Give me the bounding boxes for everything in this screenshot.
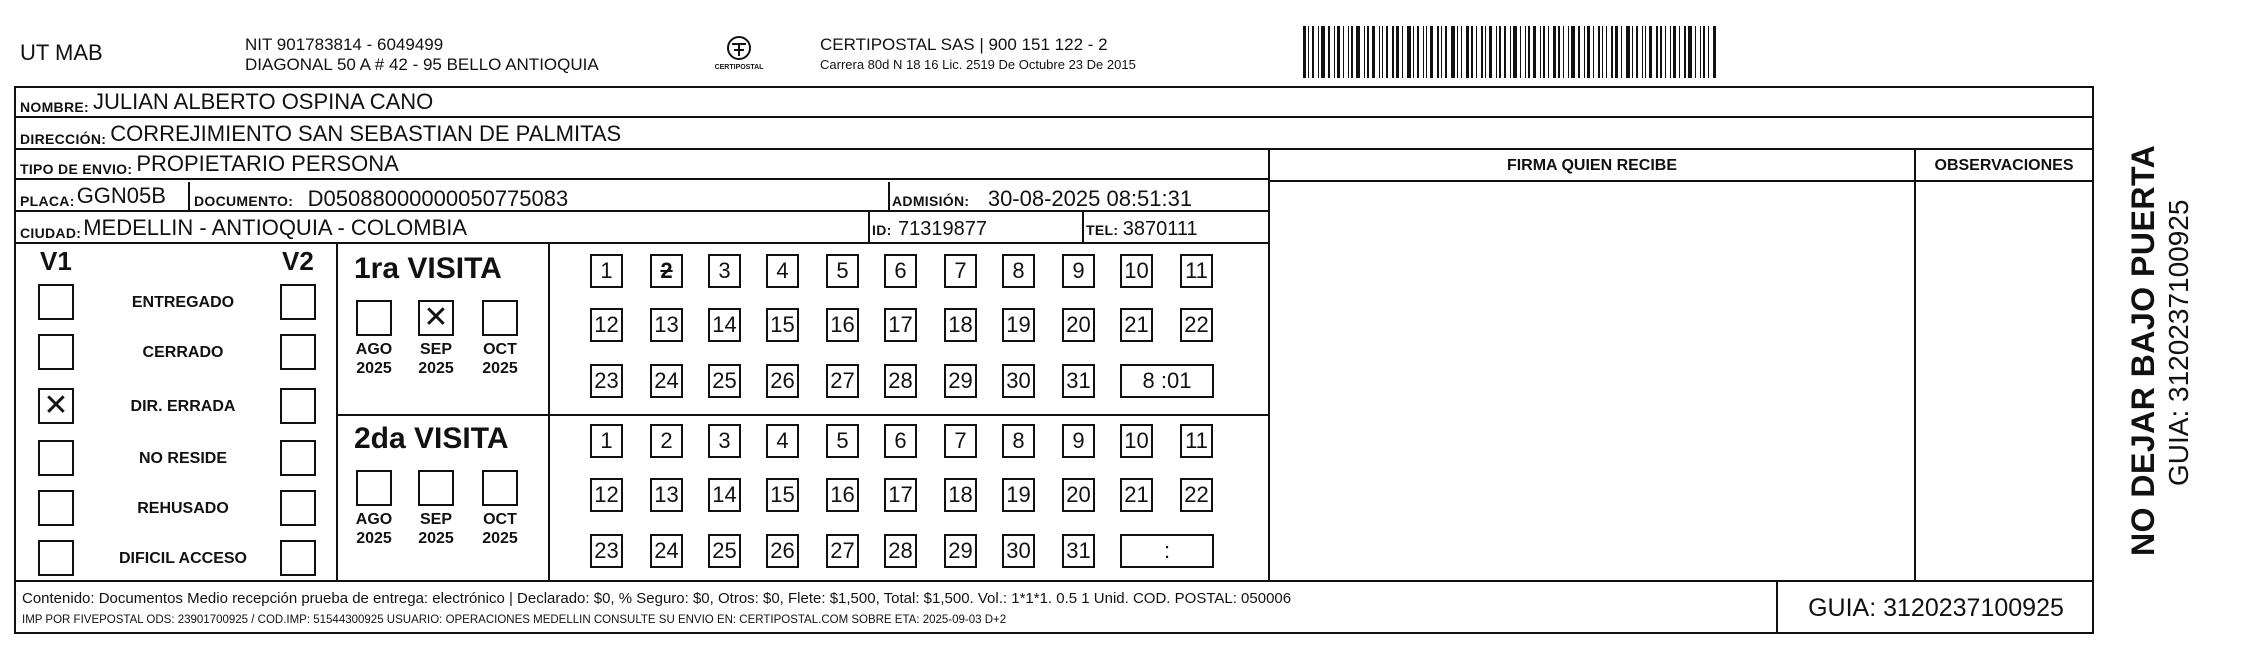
month-year: 2025: [356, 530, 392, 547]
nombre-row: [16, 88, 2092, 118]
barcode-bar: [1504, 26, 1506, 78]
barcode: [1303, 26, 1933, 78]
company-address: DIAGONAL 50 A # 42 - 95 BELLO ANTIOQUIA: [245, 55, 599, 74]
first-day-box[interactable]: 20: [1062, 308, 1095, 342]
v1-checkbox[interactable]: [38, 284, 74, 320]
barcode-bar: [1318, 26, 1319, 78]
divider: [188, 182, 190, 212]
second-visit-title: 2da VISITA: [354, 422, 509, 455]
status-label: CERRADO: [142, 344, 224, 361]
month-year: 2025: [482, 360, 518, 377]
barcode-bar: [1598, 26, 1600, 78]
first-day-box[interactable]: 3: [708, 254, 741, 288]
firma-header: FIRMA QUIEN RECIBE: [1506, 157, 1678, 174]
first-month-label: [348, 340, 400, 378]
first-month-checkbox[interactable]: [482, 300, 518, 336]
divider: [336, 244, 338, 582]
barcode-bar: [1578, 26, 1580, 78]
barcode-bar: [1321, 26, 1325, 78]
barcode-bar: [1348, 26, 1349, 78]
month-year: 2025: [482, 530, 518, 547]
barcode-bar: [1665, 26, 1666, 78]
admision-label: ADMISIÓN:: [892, 193, 970, 209]
status-label: NO RESIDE: [138, 450, 227, 467]
imp-text: IMP POR FIVEPOSTAL ODS: 23901700925 / COD.IMP: 51544300925 USUARIO: OPERACIONES MEDELLIN CONSULTE SU ENVIO EN: CERTIPOSTAL.COM SOBRE ETA: 2025-09-03 D+2: [22, 614, 1007, 626]
v1-checkbox[interactable]: [38, 334, 74, 370]
barcode-bar: [1528, 26, 1530, 78]
second-day-box[interactable]: 28: [884, 534, 917, 568]
month-year: 2025: [418, 360, 454, 377]
first-day-box[interactable]: 24: [650, 364, 683, 398]
month-name: SEP: [419, 511, 452, 528]
barcode-bar: [1606, 26, 1607, 78]
second-day-box[interactable]: 2: [650, 424, 683, 458]
carrier-logo: [712, 34, 766, 78]
second-day-box[interactable]: 27: [826, 534, 859, 568]
tipo-row: [16, 150, 1268, 180]
second-time-box[interactable]: :: [1120, 534, 1214, 568]
first-month-checkbox[interactable]: [356, 300, 392, 336]
barcode-bar: [1553, 26, 1556, 78]
barcode-bar: [1533, 26, 1536, 78]
barcode-bar: [1308, 26, 1309, 78]
barcode-bar: [1386, 26, 1388, 78]
admision-field: [892, 186, 1192, 212]
second-month-checkbox[interactable]: [418, 470, 454, 506]
side-warning: NO DEJAR BAJO PUERTA: [2125, 144, 2161, 556]
barcode-bar: [1451, 26, 1455, 78]
first-day-box[interactable]: 25: [708, 364, 741, 398]
second-month-label: [410, 510, 462, 548]
tipo-label: TIPO DE ENVIO:: [20, 161, 133, 177]
barcode-bar: [1642, 26, 1643, 78]
second-day-box[interactable]: 4: [766, 424, 799, 458]
footer-guia: GUIA: 3120237100925: [1808, 593, 2064, 622]
v2-checkbox[interactable]: [280, 284, 316, 320]
second-day-box[interactable]: 13: [650, 478, 683, 512]
documento-field: [194, 186, 568, 212]
month-name: AGO: [355, 511, 393, 528]
status-label: DIFICIL ACCESO: [118, 550, 247, 567]
first-day-box[interactable]: 28: [884, 364, 917, 398]
second-day-box[interactable]: 21: [1120, 478, 1153, 512]
barcode-bar: [1312, 26, 1314, 78]
barcode-bar: [1476, 26, 1477, 78]
second-month-label: [474, 510, 526, 548]
barcode-bar: [1481, 26, 1483, 78]
barcode-bar: [1334, 26, 1335, 78]
v1-header: V1: [40, 246, 72, 276]
barcode-bar: [1407, 26, 1411, 78]
barcode-bar: [1485, 26, 1486, 78]
nombre-label: NOMBRE:: [20, 99, 89, 115]
barcode-bar: [1413, 26, 1414, 78]
tel-label: TEL:: [1086, 222, 1119, 238]
month-name: OCT: [483, 341, 517, 358]
divider: [338, 414, 1268, 416]
barcode-bar: [1611, 26, 1613, 78]
divider: [888, 182, 890, 212]
barcode-bar: [1471, 26, 1473, 78]
barcode-bar: [1621, 26, 1622, 78]
barcode-bar: [1649, 26, 1652, 78]
second-day-box[interactable]: 26: [766, 534, 799, 568]
second-day-box[interactable]: 1: [590, 424, 623, 458]
first-day-box[interactable]: 26: [766, 364, 799, 398]
first-month-checkbox[interactable]: ✕: [418, 300, 454, 336]
first-day-box[interactable]: 11: [1180, 254, 1213, 288]
first-visit-title: 1ra VISITA: [354, 252, 502, 285]
company-name: UT MAB: [20, 40, 103, 65]
footer-guia-box: [1776, 582, 2094, 634]
second-day-box[interactable]: 10: [1120, 424, 1153, 458]
barcode-bar: [1673, 26, 1676, 78]
barcode-bar: [1423, 26, 1424, 78]
month-name: AGO: [355, 341, 393, 358]
second-day-box[interactable]: 25: [708, 534, 741, 568]
second-day-box[interactable]: 24: [650, 534, 683, 568]
documento-label: DOCUMENTO:: [194, 193, 294, 209]
first-month-label: [474, 340, 526, 378]
second-day-box[interactable]: 7: [944, 424, 977, 458]
v1-checkbox[interactable]: ✕: [38, 388, 74, 424]
first-day-box[interactable]: 19: [1002, 308, 1035, 342]
second-day-box[interactable]: 3: [708, 424, 741, 458]
v2-checkbox[interactable]: [280, 388, 316, 424]
v2-header: V2: [282, 246, 314, 276]
barcode-bar: [1636, 26, 1638, 78]
second-day-box[interactable]: 31: [1062, 534, 1095, 568]
first-day-box[interactable]: 15: [766, 308, 799, 342]
barcode-bar: [1466, 26, 1469, 78]
barcode-bar: [1543, 26, 1545, 78]
second-day-box[interactable]: 19: [1002, 478, 1035, 512]
barcode-bar: [1441, 26, 1442, 78]
first-day-box[interactable]: 10: [1120, 254, 1153, 288]
barcode-bar: [1645, 26, 1646, 78]
barcode-bar: [1568, 26, 1569, 78]
status-label: REHUSADO: [137, 500, 229, 517]
barcode-bar: [1402, 26, 1403, 78]
barcode-bar: [1684, 26, 1686, 78]
v1-checkbox[interactable]: [38, 490, 74, 526]
barcode-bar: [1337, 26, 1340, 78]
first-day-box[interactable]: 13: [650, 308, 683, 342]
barcode-bar: [1632, 26, 1633, 78]
first-day-box[interactable]: 1: [590, 254, 623, 288]
company-nit: NIT 901783814 - 6049499: [245, 35, 444, 54]
second-day-box[interactable]: 14: [708, 478, 741, 512]
barcode-bar: [1708, 26, 1709, 78]
contenido-text: Contenido: Documentos Medio recepción prueba de entrega: electrónico | Declarado: $0, % Seguro: $0, Otros: $0, Flete: $1,500, Total: $1,500. Vol.: 1*1*1. 0.5 1 Unid. COD. POSTAL: 050006: [22, 590, 1292, 607]
first-day-box[interactable]: 22: [1180, 308, 1213, 342]
second-day-box[interactable]: 5: [826, 424, 859, 458]
status-label: DIR. ERRADA: [130, 398, 236, 415]
v2-checkbox[interactable]: [280, 334, 316, 370]
placa-value: GGN05B: [76, 183, 166, 208]
second-day-box[interactable]: 30: [1002, 534, 1035, 568]
tel-field: [1086, 218, 1198, 241]
barcode-bar: [1656, 26, 1658, 78]
second-day-box[interactable]: 18: [944, 478, 977, 512]
divider: [1082, 212, 1084, 244]
divider: [1268, 150, 1270, 582]
barcode-bar: [1343, 26, 1344, 78]
first-day-box[interactable]: 23: [590, 364, 623, 398]
barcode-bar: [1457, 26, 1458, 78]
barcode-bar: [1351, 26, 1353, 78]
barcode-bar: [1379, 26, 1380, 78]
second-month-label: [348, 510, 400, 548]
second-day-box[interactable]: 12: [590, 478, 623, 512]
barcode-bar: [1713, 26, 1716, 78]
second-month-checkbox[interactable]: [356, 470, 392, 506]
tel-value: 3870111: [1122, 218, 1198, 240]
barcode-bar: [1372, 26, 1375, 78]
first-day-box[interactable]: 9: [1062, 254, 1095, 288]
logo-text: CERTIPOSTAL: [714, 64, 764, 71]
first-day-box[interactable]: 27: [826, 364, 859, 398]
first-day-box[interactable]: 2: [650, 254, 683, 288]
barcode-bar: [1688, 26, 1692, 78]
first-day-box[interactable]: 6: [884, 254, 917, 288]
id-label: ID:: [872, 222, 892, 238]
second-month-checkbox[interactable]: [482, 470, 518, 506]
barcode-bar: [1563, 26, 1564, 78]
first-day-box[interactable]: 12: [590, 308, 623, 342]
v1-checkbox[interactable]: [38, 540, 74, 576]
divider: [548, 244, 550, 582]
barcode-bar: [1540, 26, 1541, 78]
barcode-bar: [1513, 26, 1517, 78]
v1-checkbox[interactable]: [38, 440, 74, 476]
v2-checkbox[interactable]: [280, 490, 316, 526]
barcode-bar: [1584, 26, 1585, 78]
second-day-box[interactable]: 9: [1062, 424, 1095, 458]
second-day-box[interactable]: 15: [766, 478, 799, 512]
barcode-bar: [1461, 26, 1462, 78]
second-day-box[interactable]: 6: [884, 424, 917, 458]
logo-icon: [712, 34, 766, 78]
second-day-box[interactable]: 29: [944, 534, 977, 568]
barcode-bar: [1392, 26, 1394, 78]
barcode-bar: [1700, 26, 1701, 78]
ciudad-label: CIUDAD:: [20, 225, 82, 241]
first-day-box[interactable]: 7: [944, 254, 977, 288]
barcode-bar: [1660, 26, 1662, 78]
divider: [1914, 150, 1916, 582]
barcode-bar: [1356, 26, 1360, 78]
first-month-label: [410, 340, 462, 378]
status-label: ENTREGADO: [131, 294, 235, 311]
ciudad-row: [16, 212, 1268, 244]
tipo-value: PROPIETARIO PERSONA: [136, 151, 399, 176]
barcode-bar: [1445, 26, 1447, 78]
barcode-bar: [1303, 26, 1306, 78]
barcode-bar: [1489, 26, 1492, 78]
placa-label: PLACA:: [20, 193, 75, 209]
barcode-bar: [1695, 26, 1696, 78]
month-name: OCT: [483, 511, 517, 528]
v2-checkbox[interactable]: [280, 440, 316, 476]
barcode-bar: [1670, 26, 1671, 78]
ciudad-value: MEDELLIN - ANTIOQUIA - COLOMBIA: [83, 215, 468, 240]
barcode-bar: [1558, 26, 1560, 78]
barcode-bar: [1593, 26, 1594, 78]
barcode-bar: [1382, 26, 1383, 78]
barcode-bar: [1587, 26, 1590, 78]
id-value: 71319877: [898, 218, 987, 240]
barcode-bar: [1417, 26, 1419, 78]
first-day-box[interactable]: 4: [766, 254, 799, 288]
first-time-box[interactable]: 8 :01: [1120, 364, 1214, 398]
second-day-box[interactable]: 22: [1180, 478, 1213, 512]
observaciones-header: OBSERVACIONES: [1934, 157, 2074, 174]
divider: [2092, 86, 2094, 582]
barcode-bar: [1426, 26, 1427, 78]
first-day-box[interactable]: 8: [1002, 254, 1035, 288]
barcode-bar: [1525, 26, 1526, 78]
v2-checkbox[interactable]: [280, 540, 316, 576]
barcode-bar: [1571, 26, 1575, 78]
second-day-box[interactable]: 8: [1002, 424, 1035, 458]
second-day-box[interactable]: 20: [1062, 478, 1095, 512]
direccion-row: [16, 118, 2092, 150]
first-day-box[interactable]: 16: [826, 308, 859, 342]
direccion-value: CORREJIMIENTO SAN SEBASTIAN DE PALMITAS: [110, 121, 622, 146]
carrier-license: Carrera 80d N 18 16 Lic. 2519 De Octubre 23 De 2015: [820, 57, 1136, 72]
second-day-box[interactable]: 23: [590, 534, 623, 568]
barcode-bar: [1520, 26, 1521, 78]
divider: [868, 212, 870, 244]
first-day-box[interactable]: 17: [884, 308, 917, 342]
id-field: [872, 218, 987, 241]
barcode-bar: [1615, 26, 1618, 78]
first-day-box[interactable]: 31: [1062, 364, 1095, 398]
direccion-label: DIRECCIÓN:: [20, 131, 107, 147]
month-year: 2025: [356, 360, 392, 377]
barcode-bar: [1548, 26, 1549, 78]
barcode-bar: [1626, 26, 1630, 78]
month-name: SEP: [419, 341, 452, 358]
divider: [1270, 180, 2092, 182]
barcode-bar: [1679, 26, 1680, 78]
documento-value: D05088000000050775083: [307, 186, 569, 211]
first-day-box[interactable]: 30: [1002, 364, 1035, 398]
side-guia: GUIA: 3120237100925: [2163, 199, 2194, 486]
barcode-bar: [1396, 26, 1399, 78]
barcode-bar: [1328, 26, 1330, 78]
second-day-box[interactable]: 17: [884, 478, 917, 512]
admision-value: 30-08-2025 08:51:31: [987, 186, 1193, 211]
second-day-box[interactable]: 16: [826, 478, 859, 512]
barcode-bar: [1367, 26, 1369, 78]
barcode-bar: [1430, 26, 1433, 78]
first-day-box[interactable]: 5: [826, 254, 859, 288]
first-day-box[interactable]: 14: [708, 308, 741, 342]
nombre-value: JULIAN ALBERTO OSPINA CANO: [92, 89, 434, 114]
barcode-bar: [1496, 26, 1497, 78]
barcode-bar: [1602, 26, 1603, 78]
barcode-bar: [1364, 26, 1365, 78]
first-day-box[interactable]: 18: [944, 308, 977, 342]
barcode-bar: [1703, 26, 1705, 78]
barcode-bar: [1510, 26, 1511, 78]
second-day-box[interactable]: 11: [1180, 424, 1213, 458]
first-day-box[interactable]: 29: [944, 364, 977, 398]
barcode-bar: [1437, 26, 1439, 78]
first-day-box[interactable]: 21: [1120, 308, 1153, 342]
carrier-name: CERTIPOSTAL SAS | 900 151 122 - 2: [820, 35, 1108, 54]
barcode-bar: [1499, 26, 1501, 78]
month-year: 2025: [418, 530, 454, 547]
